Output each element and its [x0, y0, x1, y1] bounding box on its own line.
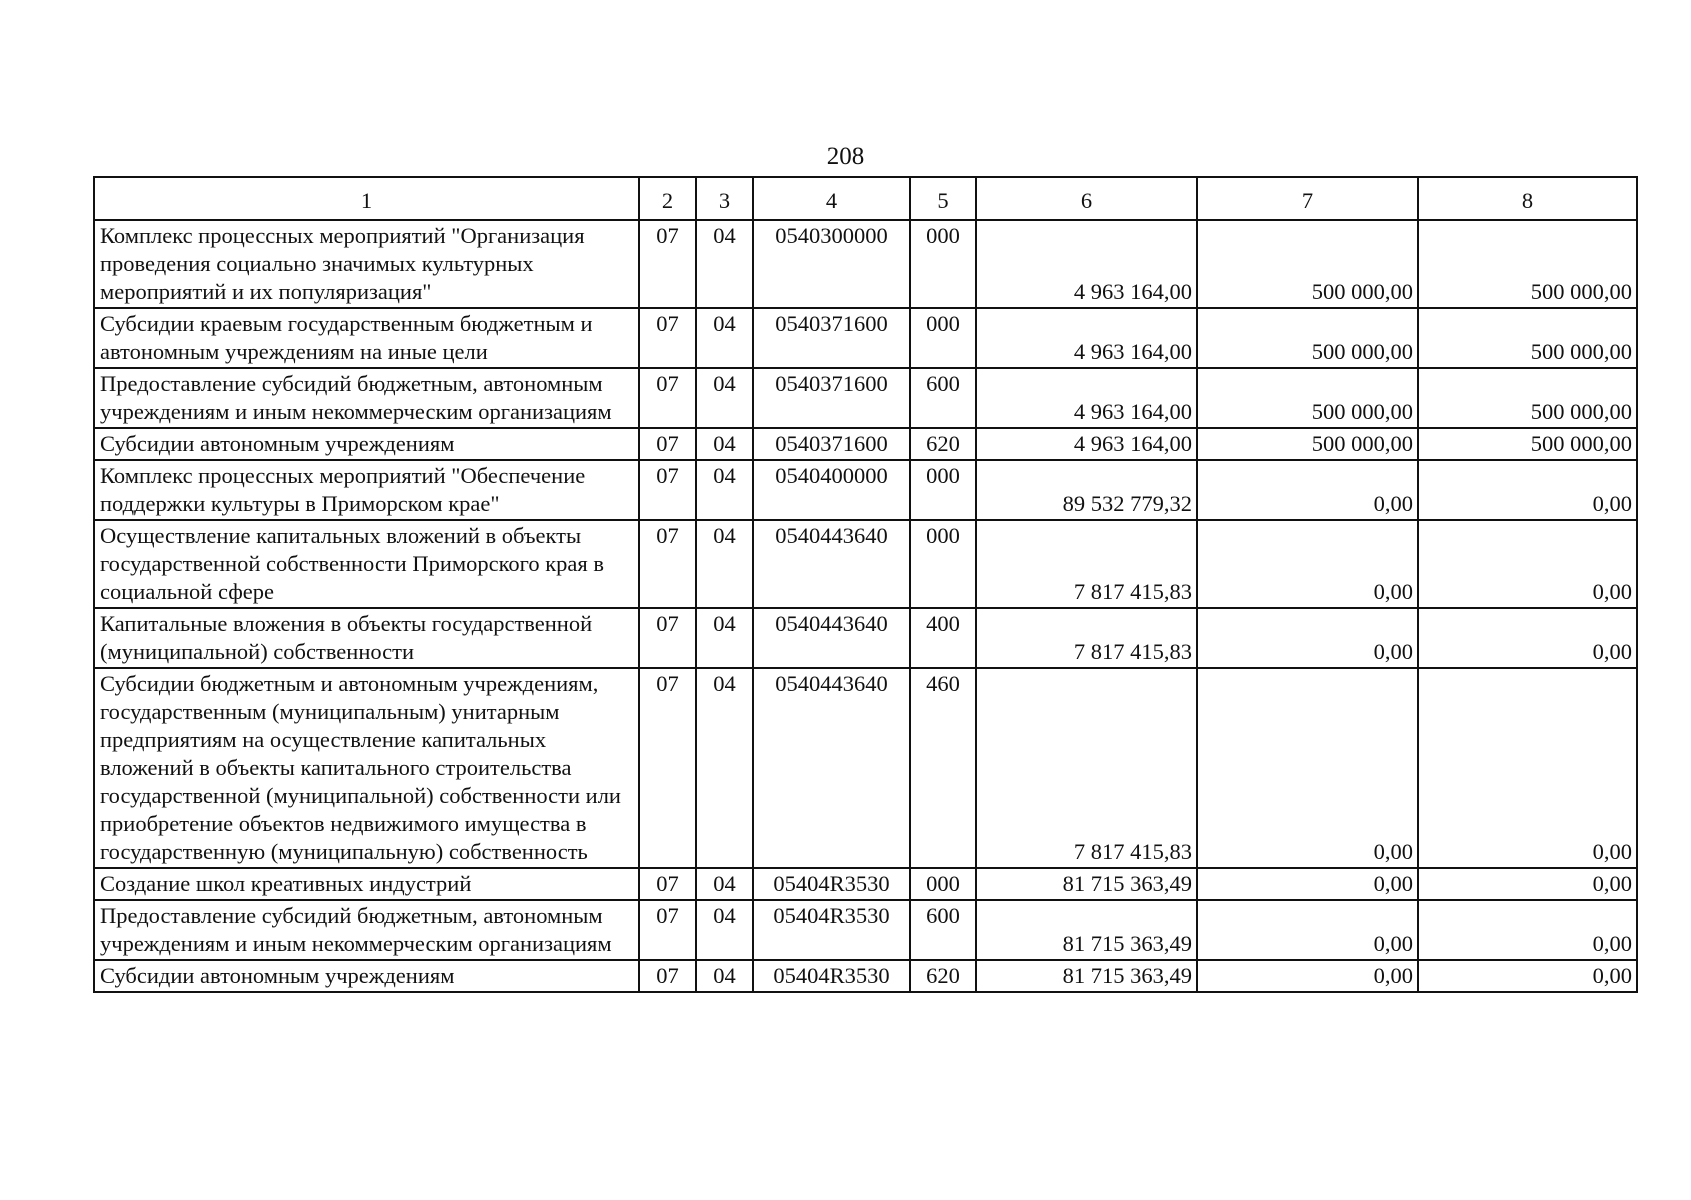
row-amount-col6: 89 532 779,32	[976, 460, 1197, 520]
row-name: Субсидии автономным учреждениям	[94, 960, 639, 992]
row-amount-col8: 500 000,00	[1418, 368, 1637, 428]
table-row	[94, 428, 1637, 460]
table-row	[94, 960, 1637, 992]
row-amount-col8: 500 000,00	[1418, 308, 1637, 368]
row-target-code: 0540371600	[753, 368, 910, 428]
header-cell: 8	[1418, 177, 1637, 220]
row-amount-col8: 0,00	[1418, 520, 1637, 608]
header-cell: 2	[639, 177, 696, 220]
row-amount-col6: 7 817 415,83	[976, 608, 1197, 668]
row-target-code: 05404R3530	[753, 960, 910, 992]
table-row	[94, 608, 1637, 668]
row-section: 07	[639, 960, 696, 992]
row-name: Субсидии краевым государственным бюджетным и автономным учреждениям на иные цели	[94, 308, 639, 368]
header-cell: 4	[753, 177, 910, 220]
header-row	[94, 177, 1637, 220]
row-amount-col7: 0,00	[1197, 868, 1418, 900]
row-amount-col7: 0,00	[1197, 460, 1418, 520]
row-subsection: 04	[696, 460, 753, 520]
header-cell: 6	[976, 177, 1197, 220]
table-row	[94, 308, 1637, 368]
row-expense-type: 000	[910, 868, 976, 900]
table-row	[94, 220, 1637, 308]
row-subsection: 04	[696, 608, 753, 668]
row-amount-col7: 500 000,00	[1197, 220, 1418, 308]
row-target-code: 0540371600	[753, 428, 910, 460]
row-target-code: 0540300000	[753, 220, 910, 308]
row-subsection: 04	[696, 368, 753, 428]
row-name: Субсидии бюджетным и автономным учреждениям, государственным (муниципальным) унитарным предприятиям на осуществление капитальных вложений в объекты капитального строительства государственной (муниципальной) собственности или приобретение объектов недвижимого имущества в государственную (муниципальную) собственность	[94, 668, 639, 868]
header-cell: 1	[94, 177, 639, 220]
row-amount-col6: 7 817 415,83	[976, 668, 1197, 868]
table-row	[94, 868, 1637, 900]
row-target-code: 0540443640	[753, 608, 910, 668]
row-section: 07	[639, 608, 696, 668]
row-section: 07	[639, 428, 696, 460]
row-subsection: 04	[696, 668, 753, 868]
row-amount-col7: 0,00	[1197, 608, 1418, 668]
header-cell: 5	[910, 177, 976, 220]
row-expense-type: 600	[910, 900, 976, 960]
row-name: Капитальные вложения в объекты государственной (муниципальной) собственности	[94, 608, 639, 668]
row-target-code: 0540371600	[753, 308, 910, 368]
row-amount-col7: 0,00	[1197, 960, 1418, 992]
table-row	[94, 668, 1637, 868]
row-section: 07	[639, 868, 696, 900]
row-amount-col8: 0,00	[1418, 608, 1637, 668]
row-amount-col7: 0,00	[1197, 520, 1418, 608]
row-amount-col6: 4 963 164,00	[976, 428, 1197, 460]
row-expense-type: 600	[910, 368, 976, 428]
row-subsection: 04	[696, 520, 753, 608]
row-amount-col8: 0,00	[1418, 668, 1637, 868]
row-amount-col6: 81 715 363,49	[976, 868, 1197, 900]
row-amount-col6: 81 715 363,49	[976, 900, 1197, 960]
row-name: Комплекс процессных мероприятий "Обеспечение поддержки культуры в Приморском крае"	[94, 460, 639, 520]
row-amount-col6: 4 963 164,00	[976, 308, 1197, 368]
row-section: 07	[639, 460, 696, 520]
row-amount-col8: 0,00	[1418, 960, 1637, 992]
row-name: Субсидии автономным учреждениям	[94, 428, 639, 460]
row-expense-type: 000	[910, 520, 976, 608]
row-amount-col8: 0,00	[1418, 900, 1637, 960]
row-amount-col7: 0,00	[1197, 668, 1418, 868]
row-section: 07	[639, 900, 696, 960]
row-amount-col8: 0,00	[1418, 868, 1637, 900]
row-section: 07	[639, 368, 696, 428]
row-amount-col6: 4 963 164,00	[976, 368, 1197, 428]
row-subsection: 04	[696, 428, 753, 460]
row-amount-col7: 0,00	[1197, 900, 1418, 960]
row-subsection: 04	[696, 960, 753, 992]
row-amount-col7: 500 000,00	[1197, 428, 1418, 460]
row-amount-col8: 500 000,00	[1418, 220, 1637, 308]
row-expense-type: 000	[910, 308, 976, 368]
row-expense-type: 000	[910, 460, 976, 520]
table-row	[94, 900, 1637, 960]
row-amount-col8: 0,00	[1418, 460, 1637, 520]
row-target-code: 0540400000	[753, 460, 910, 520]
row-subsection: 04	[696, 868, 753, 900]
row-target-code: 05404R3530	[753, 900, 910, 960]
row-amount-col6: 4 963 164,00	[976, 220, 1197, 308]
row-name: Создание школ креативных индустрий	[94, 868, 639, 900]
row-section: 07	[639, 220, 696, 308]
header-cell: 7	[1197, 177, 1418, 220]
row-expense-type: 620	[910, 960, 976, 992]
row-section: 07	[639, 308, 696, 368]
row-amount-col7: 500 000,00	[1197, 368, 1418, 428]
row-section: 07	[639, 520, 696, 608]
row-expense-type: 000	[910, 220, 976, 308]
header-cell: 3	[696, 177, 753, 220]
row-expense-type: 620	[910, 428, 976, 460]
row-target-code: 0540443640	[753, 520, 910, 608]
row-amount-col8: 500 000,00	[1418, 428, 1637, 460]
row-amount-col6: 7 817 415,83	[976, 520, 1197, 608]
row-expense-type: 460	[910, 668, 976, 868]
row-name: Комплекс процессных мероприятий "Организация проведения социально значимых культурных мероприятий и их популяризация"	[94, 220, 639, 308]
row-expense-type: 400	[910, 608, 976, 668]
table-row	[94, 520, 1637, 608]
row-target-code: 0540443640	[753, 668, 910, 868]
row-target-code: 05404R3530	[753, 868, 910, 900]
row-amount-col7: 500 000,00	[1197, 308, 1418, 368]
budget-table	[93, 176, 1638, 993]
row-section: 07	[639, 668, 696, 868]
row-subsection: 04	[696, 900, 753, 960]
row-subsection: 04	[696, 220, 753, 308]
row-amount-col6: 81 715 363,49	[976, 960, 1197, 992]
row-name: Предоставление субсидий бюджетным, автономным учреждениям и иным некоммерческим организациям	[94, 368, 639, 428]
table-row	[94, 460, 1637, 520]
row-name: Осуществление капитальных вложений в объекты государственной собственности Приморского края в социальной сфере	[94, 520, 639, 608]
row-subsection: 04	[696, 308, 753, 368]
row-name: Предоставление субсидий бюджетным, автономным учреждениям и иным некоммерческим организациям	[94, 900, 639, 960]
table-row	[94, 368, 1637, 428]
page-number: 208	[826, 143, 865, 170]
